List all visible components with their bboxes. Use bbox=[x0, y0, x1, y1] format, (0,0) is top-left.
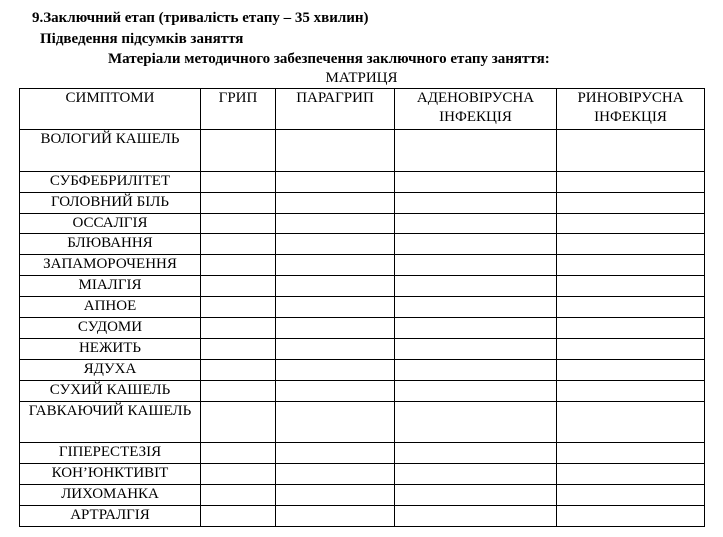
matrix-cell-rhinovirus bbox=[557, 171, 705, 192]
matrix-cell-rhinovirus bbox=[557, 318, 705, 339]
table-row bbox=[20, 380, 705, 401]
matrix-cell-parainfluenza bbox=[276, 213, 395, 234]
header-rhinovirus: РИНОВІРУСНА ІНФЕКЦІЯ bbox=[557, 89, 705, 130]
matrix-cell-adenovirus bbox=[395, 213, 557, 234]
matrix-cell-flu bbox=[201, 464, 276, 485]
matrix-cell-adenovirus bbox=[395, 464, 557, 485]
matrix-cell-parainfluenza bbox=[276, 464, 395, 485]
matrix-cell-rhinovirus bbox=[557, 401, 705, 443]
matrix-cell-adenovirus bbox=[395, 171, 557, 192]
matrix-cell-adenovirus bbox=[395, 297, 557, 318]
matrix-cell-flu bbox=[201, 130, 276, 172]
symptom-cell: ГАВКАЮЧИЙ КАШЕЛЬ bbox=[20, 401, 201, 443]
table-row bbox=[20, 464, 705, 485]
table-row bbox=[20, 506, 705, 527]
table-body bbox=[20, 130, 705, 527]
matrix-cell-rhinovirus bbox=[557, 485, 705, 506]
matrix-cell-adenovirus bbox=[395, 338, 557, 359]
matrix-cell-parainfluenza bbox=[276, 297, 395, 318]
matrix-cell-adenovirus bbox=[395, 318, 557, 339]
symptom-cell: СУДОМИ bbox=[20, 318, 201, 339]
symptom-cell: МІАЛГІЯ bbox=[20, 276, 201, 297]
symptom-cell: НЕЖИТЬ bbox=[20, 338, 201, 359]
table-row bbox=[20, 171, 705, 192]
materials-heading: Матеріали методичного забезпечення заключного етапу заняття: bbox=[108, 51, 550, 67]
symptom-cell: ГІПЕРЕСТЕЗІЯ bbox=[20, 443, 201, 464]
table-row bbox=[20, 443, 705, 464]
subheading: Підведення підсумків заняття bbox=[40, 31, 244, 47]
matrix-cell-flu bbox=[201, 443, 276, 464]
table-row bbox=[20, 130, 705, 172]
matrix-cell-parainfluenza bbox=[276, 130, 395, 172]
matrix-cell-rhinovirus bbox=[557, 192, 705, 213]
symptom-cell: КОН’ЮНКТИВІТ bbox=[20, 464, 201, 485]
matrix-cell-flu bbox=[201, 359, 276, 380]
matrix-cell-adenovirus bbox=[395, 485, 557, 506]
symptom-cell: ОССАЛГІЯ bbox=[20, 213, 201, 234]
matrix-cell-rhinovirus bbox=[557, 130, 705, 172]
matrix-cell-flu bbox=[201, 255, 276, 276]
matrix-cell-rhinovirus bbox=[557, 338, 705, 359]
matrix-cell-rhinovirus bbox=[557, 276, 705, 297]
matrix-cell-flu bbox=[201, 297, 276, 318]
header-adenovirus: АДЕНОВІРУСНА ІНФЕКЦІЯ bbox=[395, 89, 557, 130]
matrix-cell-parainfluenza bbox=[276, 485, 395, 506]
header-symptoms: СИМПТОМИ bbox=[20, 89, 201, 130]
matrix-cell-adenovirus bbox=[395, 276, 557, 297]
table-row bbox=[20, 359, 705, 380]
matrix-cell-flu bbox=[201, 380, 276, 401]
symptom-matrix-table bbox=[19, 88, 705, 527]
matrix-cell-flu bbox=[201, 276, 276, 297]
matrix-cell-flu bbox=[201, 234, 276, 255]
matrix-cell-parainfluenza bbox=[276, 359, 395, 380]
table-row bbox=[20, 192, 705, 213]
matrix-cell-adenovirus bbox=[395, 359, 557, 380]
matrix-cell-parainfluenza bbox=[276, 255, 395, 276]
matrix-cell-adenovirus bbox=[395, 234, 557, 255]
matrix-cell-adenovirus bbox=[395, 506, 557, 527]
table-header-row bbox=[20, 89, 705, 130]
symptom-cell: СУБФЕБРИЛІТЕТ bbox=[20, 171, 201, 192]
matrix-cell-flu bbox=[201, 401, 276, 443]
table-row bbox=[20, 401, 705, 443]
matrix-title: МАТРИЦЯ bbox=[325, 70, 398, 86]
table-row bbox=[20, 297, 705, 318]
header-flu: ГРИП bbox=[201, 89, 276, 130]
matrix-cell-flu bbox=[201, 213, 276, 234]
table-row bbox=[20, 255, 705, 276]
matrix-cell-parainfluenza bbox=[276, 380, 395, 401]
symptom-cell: ЯДУХА bbox=[20, 359, 201, 380]
matrix-cell-flu bbox=[201, 485, 276, 506]
matrix-cell-rhinovirus bbox=[557, 297, 705, 318]
matrix-cell-flu bbox=[201, 506, 276, 527]
matrix-cell-parainfluenza bbox=[276, 338, 395, 359]
matrix-cell-parainfluenza bbox=[276, 192, 395, 213]
matrix-cell-rhinovirus bbox=[557, 443, 705, 464]
matrix-cell-rhinovirus bbox=[557, 255, 705, 276]
matrix-cell-flu bbox=[201, 171, 276, 192]
matrix-cell-adenovirus bbox=[395, 255, 557, 276]
matrix-cell-adenovirus bbox=[395, 443, 557, 464]
matrix-cell-rhinovirus bbox=[557, 506, 705, 527]
matrix-cell-parainfluenza bbox=[276, 506, 395, 527]
table-row bbox=[20, 485, 705, 506]
symptom-cell: ЗАПАМОРОЧЕННЯ bbox=[20, 255, 201, 276]
matrix-cell-adenovirus bbox=[395, 380, 557, 401]
symptom-cell: БЛЮВАННЯ bbox=[20, 234, 201, 255]
matrix-cell-rhinovirus bbox=[557, 464, 705, 485]
matrix-cell-flu bbox=[201, 318, 276, 339]
matrix-cell-parainfluenza bbox=[276, 401, 395, 443]
table-row bbox=[20, 276, 705, 297]
header-parainfluenza: ПАРАГРИП bbox=[276, 89, 395, 130]
table-row bbox=[20, 318, 705, 339]
matrix-cell-adenovirus bbox=[395, 401, 557, 443]
matrix-cell-parainfluenza bbox=[276, 234, 395, 255]
symptom-cell: АПНОЕ bbox=[20, 297, 201, 318]
matrix-cell-parainfluenza bbox=[276, 171, 395, 192]
matrix-cell-flu bbox=[201, 338, 276, 359]
matrix-cell-parainfluenza bbox=[276, 443, 395, 464]
matrix-cell-adenovirus bbox=[395, 130, 557, 172]
matrix-cell-rhinovirus bbox=[557, 213, 705, 234]
matrix-cell-rhinovirus bbox=[557, 380, 705, 401]
symptom-cell: ВОЛОГИЙ КАШЕЛЬ bbox=[20, 130, 201, 172]
symptom-cell: ГОЛОВНИЙ БІЛЬ bbox=[20, 192, 201, 213]
matrix-cell-parainfluenza bbox=[276, 318, 395, 339]
matrix-cell-adenovirus bbox=[395, 192, 557, 213]
table-row bbox=[20, 338, 705, 359]
table-row bbox=[20, 234, 705, 255]
table-row bbox=[20, 213, 705, 234]
symptom-cell: АРТРАЛГІЯ bbox=[20, 506, 201, 527]
matrix-cell-rhinovirus bbox=[557, 359, 705, 380]
matrix-cell-flu bbox=[201, 192, 276, 213]
matrix-cell-rhinovirus bbox=[557, 234, 705, 255]
matrix-cell-parainfluenza bbox=[276, 276, 395, 297]
symptom-cell: СУХИЙ КАШЕЛЬ bbox=[20, 380, 201, 401]
symptom-cell: ЛИХОМАНКА bbox=[20, 485, 201, 506]
stage-heading: 9.Заключний етап (тривалість етапу – 35 хвилин) bbox=[32, 10, 369, 26]
